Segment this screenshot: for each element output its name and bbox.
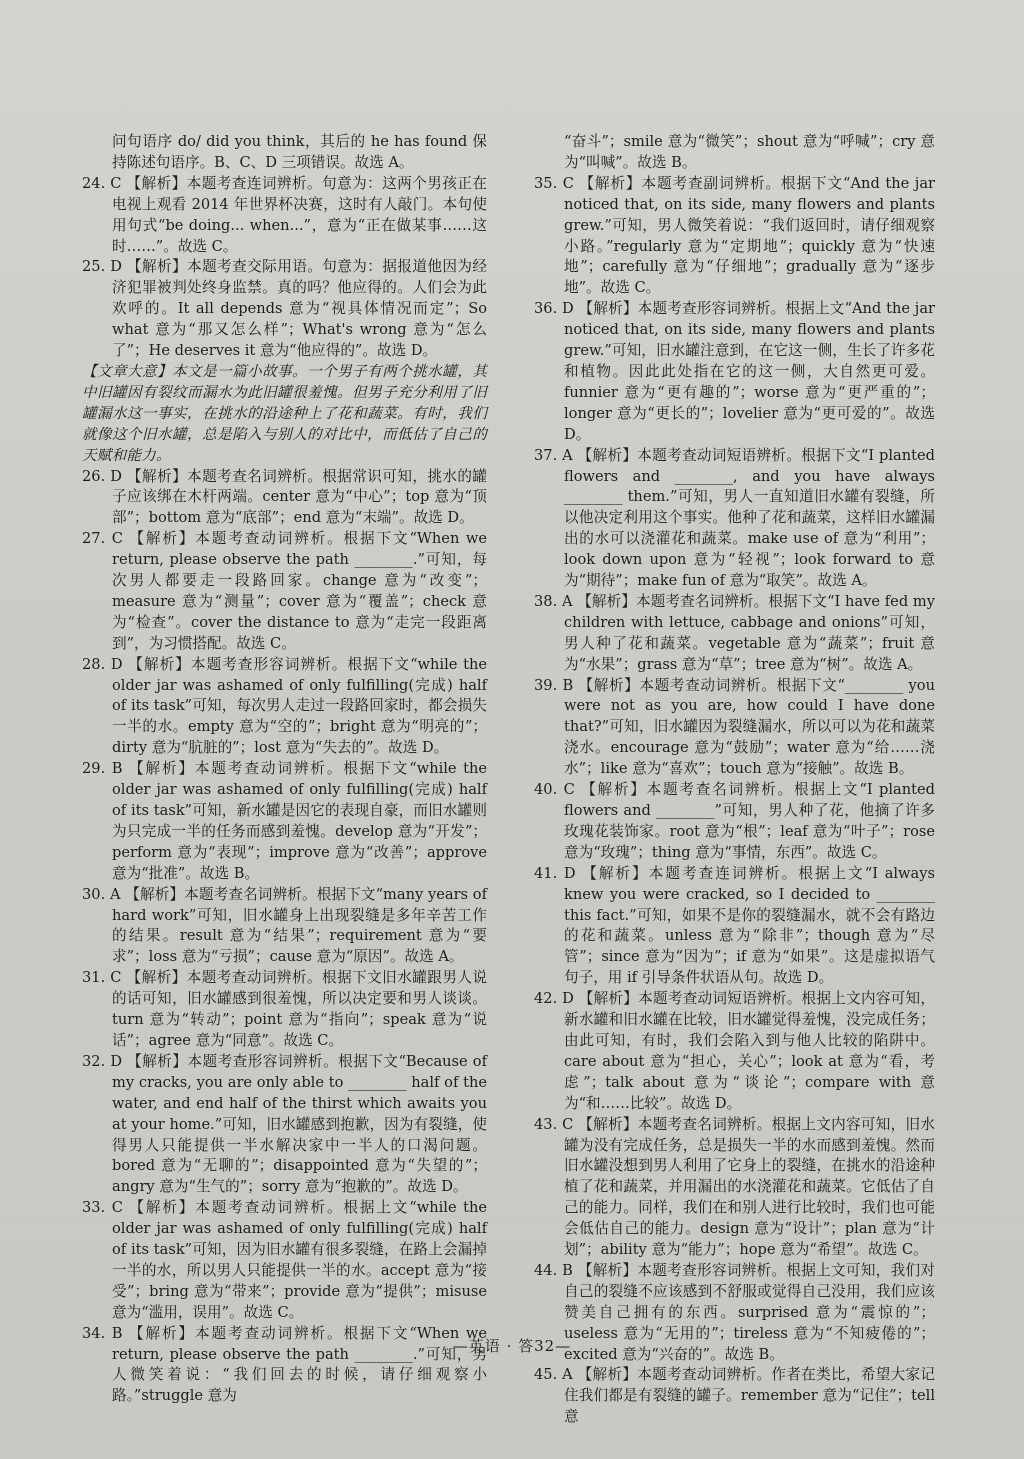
answer-24: 24. C 【解析】本题考查连词辨析。句意为：这两个男孩正在电视上观看 2014 年世界杯决赛，这时有人敲门。本句使用句式“be doing... when...”，意为“正在做某事……这时……”。故选 C。 xyxy=(82,174,487,255)
answer-33: 33. C 【解析】本题考查动词辨析。根据上文“while the older jar was ashamed of only fulfilling(完成) half of its task”可知，因为旧水罐有很多裂缝，在路上会漏掉一半的水，所以男人只能提供一半的水。accept 意为“接受”；bring 意为“带来”；provide 意为“提供”；misuse 意为“滥用，误用”。故选 C。 xyxy=(82,1199,487,1321)
answer-42: 42. D 【解析】本题考查动词短语辨析。根据上文内容可知，新水罐和旧水罐在比较，旧水罐觉得羞愧，没完成任务；由此可知，有时，我们会陷入到与他人比较的陷阱中。care about 意为“担心，关心”；look at 意为“看，考虑”；talk about 意为“谈论”；compare with 意为“和……比较”。故选 D。 xyxy=(534,990,935,1112)
answer-36: 36. D 【解析】本题考查形容词辨析。根据上文“And the jar noticed that, on its side, many flowers and plants grew.”可知，旧水罐注意到，在它这一侧，生长了许多花和植物。因此此处指在它的这一侧，大自然更可爱。funnier 意为“更有趣的”；worse 意为“更严重的”；longer 意为“更长的”；lovelier 意为“更可爱的”。故选 D。 xyxy=(534,300,935,443)
answer-29: 29. B 【解析】本题考查动词辨析。根据下文“while the older jar was ashamed of only fulfilling(完成) half of its task”可知，新水罐是因它的表现自豪，而旧水罐则为只完成一半的任务而感到羞愧。develop 意为“开发”；perform 意为“表现”；improve 意为“改善”；approve 意为“批准”。故选 B。 xyxy=(82,760,487,882)
answer-39: 39. B 【解析】本题考查动词辨析。根据下文“________ you were not as you are, how could I have done that?”可知，旧水罐因为裂缝漏水，所以可以为花和蔬菜浇水。encourage 意为“鼓励”；water 意为“给……浇水”；like 意为“喜欢”；touch 意为“接触”。故选 B。 xyxy=(534,676,935,778)
answer-28: 28. D 【解析】本题考查形容词辨析。根据下文“while the older jar was ashamed of only fulfilling(完成) half of its task”可知，每次男人走过一段路回家时，都会损失一半的水。empty 意为“空的”；bright 意为“明亮的”；dirty 意为“肮脏的”；lost 意为“失去的”。故选 D。 xyxy=(82,655,487,757)
answer-26: 26. D 【解析】本题考查名词辨析。根据常识可知，挑水的罐子应该绑在木杆两端。center 意为“中心”；top 意为“顶部”；bottom 意为“底部”；end 意为“末端”。故选 D。 xyxy=(82,467,487,527)
right-column xyxy=(534,132,935,1428)
answer-41: 41. D 【解析】本题考查连词辨析。根据上文“I always knew you were cracked, so I decided to ________ this fact.”可知，如果不是你的裂缝漏水，就不会有路边的花和蔬菜。unless 意为“除非”；though 意为“尽管”；since 意为“因为”；if 意为“如果”。这是虚拟语气句子，用 if 引导条件状语从句。故选 D。 xyxy=(534,864,935,987)
answer-45: 45. A 【解析】本题考查动词辨析。作者在类比，希望大家记住我们都是有裂缝的罐子。remember 意为“记住”；tell 意 xyxy=(534,1366,935,1426)
answer-32: 32. D 【解析】本题考查形容词辨析。根据下文“Because of my cracks, you are only able to ________ half of the water, and end half of the thirst which awaits you at your home.”可知，旧水罐感到抱歉，因为有裂缝，使得男人只能提供一半水解决家中一半人的口渴问题。bored 意为“无聊的”；disappointed 意为“失望的”；angry 意为“生气的”；sorry 意为“抱歉的”。故选 D。 xyxy=(82,1052,487,1196)
answer-40: 40. C 【解析】本题考查名词辨析。根据上文“I planted flowers and ________”可知，男人种了花，他摘了许多玫瑰花装饰家。root 意为“根”；leaf 意为“叶子”；rose 意为“玫瑰”；thing 意为“事情，东西”。故选 C。 xyxy=(534,781,935,861)
left-column xyxy=(82,132,487,1407)
answer-44: 44. B 【解析】本题考查形容词辨析。根据上文可知，我们对自己的裂缝不应该感到不舒服或觉得自己没用，我们应该赞美自己拥有的东西。surprised 意为“震惊的”；useless 意为“无用的”；tireless 意为“不知疲倦的”；excited 意为“兴奋的”。故选 B。 xyxy=(534,1261,935,1363)
answer-34: 34. B 【解析】本题考查动词辨析。根据下文“When we return, please observe the path ________.”可知，男人微笑着说：“我们回去的时候，请仔细观察小路。”struggle 意为 xyxy=(82,1324,487,1405)
answer-35: 35. C 【解析】本题考查副词辨析。根据下文“And the jar noticed that, on its side, many flowers and plants grew.”可知，男人微笑着说：“我们返回时，请仔细观察小路。”regularly 意为“定期地”；quickly 意为“快速地”；carefully 意为“仔细地”；gradually 意为“逐步地”。故选 C。 xyxy=(534,174,935,297)
article-summary: 【文章大意】本文是一篇小故事。一个男子有两个挑水罐，其中旧罐因有裂纹而漏水为此旧罐很羞愧。但男子充分利用了旧罐漏水这一事实，在挑水的沿途种上了花和蔬菜。有时，我们就像这个旧水罐，总是陷入与别人的对比中，而低估了自己的天赋和能力。 xyxy=(82,362,487,464)
answer-31: 31. C 【解析】本题考查动词辨析。根据下文旧水罐跟男人说的话可知，旧水罐感到很羞愧，所以决定要和男人谈谈。turn 意为“转动”；point 意为“指向”；speak 意为“说话”；agree 意为“同意”。故选 C。 xyxy=(82,969,487,1049)
answer-38: 38. A 【解析】本题考查名词辨析。根据下文“I have fed my children with lettuce, cabbage and onions”可知，男人种了花和蔬菜。vegetable 意为“蔬菜”；fruit 意为“水果”；grass 意为“草”；tree 意为“树”。故选 A。 xyxy=(534,592,935,673)
answer-43: 43. C 【解析】本题考查名词辨析。根据上文内容可知，旧水罐为没有完成任务，总是损失一半的水而感到羞愧。然而旧水罐没想到男人利用了它身上的裂缝，在挑水的沿途种植了花和蔬菜，并用漏出的水浇灌花和蔬菜。它低估了自己的能力。同样，我们在和别人进行比较时，我们也可能会低估自己的能力。design 意为“设计”；plan 意为“计划”；ability 意为“能力”；hope 意为“希望”。故选 C。 xyxy=(534,1115,935,1259)
answer-37: 37. A 【解析】本题考查动词短语辨析。根据下文“I planted flowers and ________, and you have always ________ them.”可知，男人一直知道旧水罐有裂缝，所以他决定利用这个事实。他种了花和蔬菜，这样旧水罐漏出的水可以浇灌花和蔬菜。make use of 意为“利用”；look down upon 意为“轻视”；look forward to 意为“期待”；make fun of 意为“取笑”。故选 A。 xyxy=(534,446,935,590)
answer-25: 25. D 【解析】本题考查交际用语。句意为：据报道他因为经济犯罪被判处终身监禁。真的吗？他应得的。人们会为此欢呼的。It all depends 意为“视具体情况而定”；So what 意为“那又怎么样”；What's wrong 意为“怎么了”；He deserves it 意为“他应得的”。故选 D。 xyxy=(82,258,487,360)
continuation-text: 问句语序 do/ did you think，其后的 he has found 保持陈述句语序。B、C、D 三项错误。故选 A。 xyxy=(112,133,487,171)
answer-30: 30. A 【解析】本题考查名词辨析。根据下文“many years of hard work”可知，旧水罐身上出现裂缝是多年辛苦工作的结果。result 意为“结果”；requirement 意为“要求”；loss 意为“亏损”；cause 意为“原因”。故选 A。 xyxy=(82,885,487,966)
answer-27: 27. C 【解析】本题考查动词辨析。根据下文“When we return, please observe the path ________.”可知，每次男人都要走一段路回家。change 意为“改变”；measure 意为“测量”；cover 意为“覆盖”；check 意为“检查”。cover the distance to 意为“走完一段距离到”，为习惯搭配。故选 C。 xyxy=(82,530,487,652)
page-footer: —英语 · 答32— xyxy=(452,1337,572,1355)
continuation-text: “奋斗”；smile 意为“微笑”；shout 意为“呼喊”；cry 意为“叫喊”。故选 B。 xyxy=(564,133,935,171)
